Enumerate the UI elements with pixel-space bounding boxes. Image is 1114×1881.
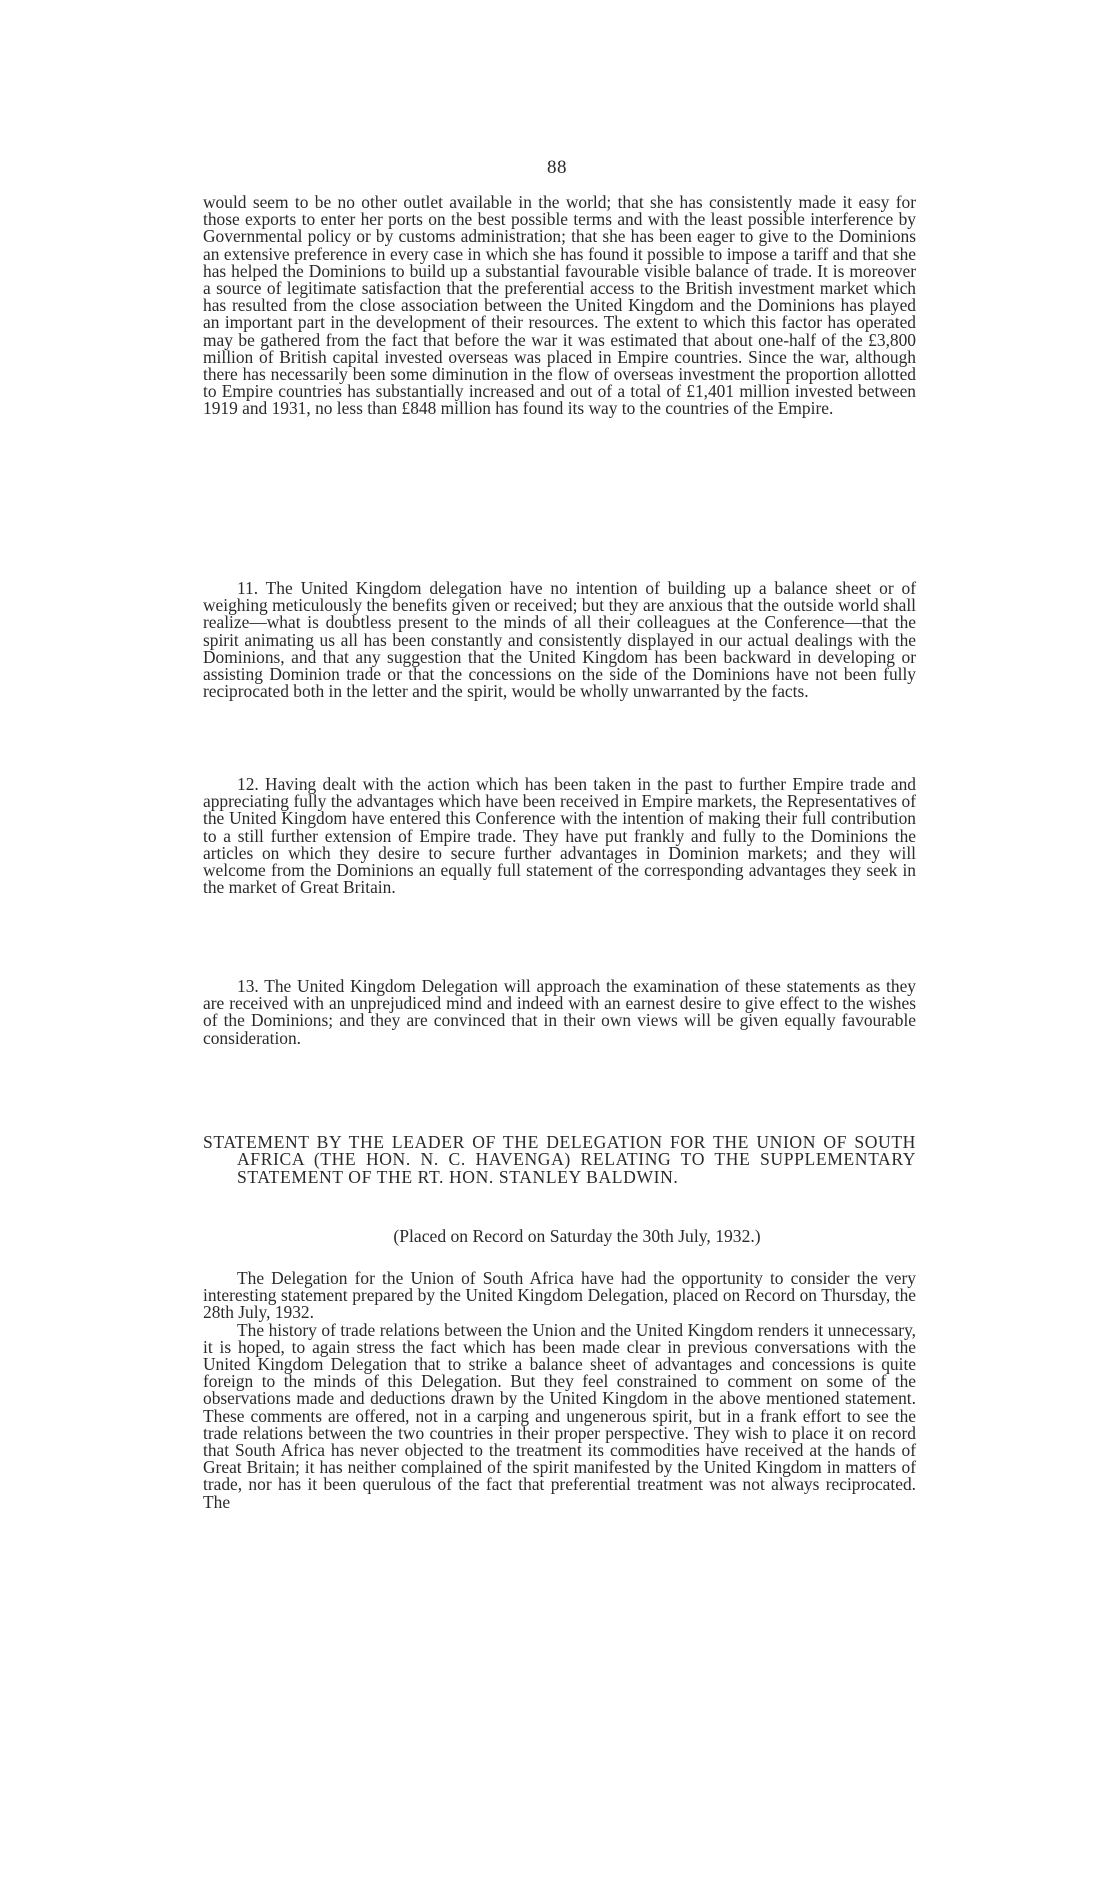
paragraph-11: 11. The United Kingdom delegation have no intention of building up a balance sheet or of weighing meticulously the benefits given or received; but they are anxious that the outside world shall realize—what is doubtless present to the minds of all their colleagues at the Conference—that the spirit animating us all has been constantly and consistently displayed in our actual dealings with the Dominions, and that any suggestion that the United Kingdom has been backward in developing or assisting Dominion trade or that the concessions on the side of the Dominions have not been fully reciprocated both in the letter and the spirit, would be wholly unwarranted by the facts. (203, 578, 916, 702)
section-continuation (203, 194, 916, 418)
paragraph-13: 13. The United Kingdom Delegation will approach the examination of these statements as they are received with an unprejudiced mind and indeed with an earnest desire to give effect to the wishes of the Dominions; and they are convinced that in their own views will be given equally favourable consideration. (203, 976, 916, 1048)
paragraph-12: 12. Having dealt with the action which has been taken in the past to further Empire trade and appreciating fully the advantages which have been received in Empire markets, the Representatives of the United Kingdom have entered this Conference with the intention of making their full contribution to a still further extension of Empire trade. They have put frankly and fully to the Dominions the articles on which they desire to secure further advantages in Dominion markets; and they will welcome from the Dominions an equally full statement of the corresponding advantages they seek in the market of Great Britain. (203, 774, 916, 898)
record-date-note: (Placed on Record on Saturday the 30th July, 1932.) (393, 1226, 761, 1246)
paragraph-10-continued: would seem to be no other outlet available in the world; that she has consistently made it easy for those exports to enter her ports on the best possible terms and with the least possible interference by Governmental policy or by customs administration; that she has been eager to give to the Dominions an extensive preference in every case in which she has found it possible to impose a tariff and that she has helped the Dominions to build up a substantial favourable visible balance of trade. It is moreover a source of legitimate satisfaction that the preferential access to the British investment market which has resulted from the close association between the United Kingdom and the Dominions has played an important part in the development of their resources. The extent to which this factor has operated may be gathered from the fact that before the war it was estimated that about one-half of the £3,800 million of British capital invested overseas was placed in Empire countries. Since the war, although there has necessarily been some diminution in the flow of overseas investment the proportion allotted to Empire countries has substantially increased and out of a total of £1,401 million invested between 1919 and 1931, no less than £848 million has found its way to the countries of the Empire. (203, 192, 916, 419)
statement-title: STATEMENT BY THE LEADER OF THE DELEGATION FOR THE UNION OF SOUTH AFRICA (THE HON. N. C. HAVENGA) RELATING TO THE SUPPLEMENTARY STATEMENT OF THE RT. HON. STANLEY BALDWIN. (203, 1132, 916, 1187)
statement-body (203, 1270, 916, 1511)
paragraph-12-block (203, 776, 916, 896)
page-number: 88 (547, 157, 567, 178)
paragraph-13-block (203, 978, 916, 1047)
paragraph-11-block (203, 580, 916, 700)
statement-paragraph-1: The Delegation for the Union of South Africa have had the opportunity to consider the very interesting statement prepared by the United Kingdom Delegation, placed on Record on Thursday, the 28th July, 1932. (203, 1268, 916, 1323)
statement-paragraph-2: The history of trade relations between the Union and the United Kingdom renders it unnecessary, it is hoped, to again stress the fact which has been made clear in previous conversations with the United Kingdom Delegation that to strike a balance sheet of advantages and concessions is quite foreign to the minds of this Delegation. But they feel constrained to comment on some of the observations made and deductions drawn by the United Kingdom in the above mentioned statement. These comments are offered, not in a carping and ungenerous spirit, but in a frank effort to see the trade relations between the two countries in their proper perspective. They wish to place it on record that South Africa has never objected to the treatment its commodities have received at the hands of Great Britain; it has neither complained of the spirit manifested by the United Kingdom in matters of trade, nor has it been querulous of the fact that preferential treatment was not always reciprocated. The (203, 1319, 916, 1512)
